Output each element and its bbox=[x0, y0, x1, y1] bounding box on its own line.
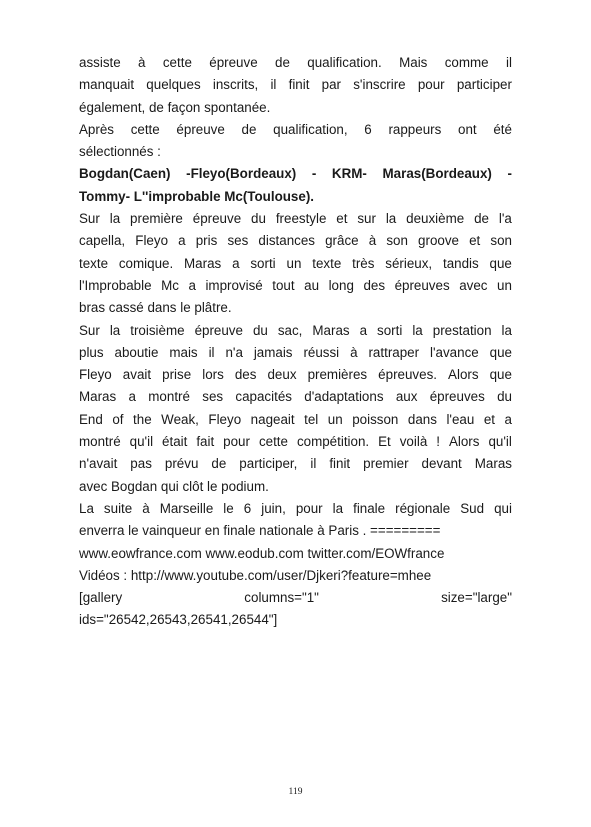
word: columns="1" bbox=[244, 590, 319, 606]
word: son bbox=[490, 233, 512, 249]
word: troisième bbox=[130, 322, 185, 338]
word: prévu bbox=[164, 456, 199, 472]
word: à bbox=[350, 344, 358, 360]
text-line: également, de façon spontanée. bbox=[79, 99, 271, 115]
word: ses bbox=[227, 233, 249, 249]
word: il bbox=[310, 456, 317, 472]
word: par bbox=[321, 77, 342, 93]
word: premier bbox=[363, 456, 409, 472]
word: la bbox=[332, 500, 344, 516]
word: et bbox=[336, 211, 348, 227]
page-number: 119 bbox=[288, 787, 303, 797]
word: prestation bbox=[432, 322, 492, 338]
word: Maras bbox=[79, 389, 117, 405]
paragraph-participants bbox=[79, 163, 512, 208]
word: capella, bbox=[79, 233, 126, 249]
word: l'Improbable bbox=[79, 277, 152, 293]
word: participer, bbox=[239, 456, 298, 472]
word: aboutie bbox=[114, 344, 159, 360]
text-line: ids="26542,26543,26541,26544"] bbox=[79, 612, 278, 628]
word: - bbox=[311, 166, 317, 182]
word: a bbox=[359, 322, 368, 338]
word: [gallery bbox=[79, 590, 123, 606]
word: 6 bbox=[243, 500, 252, 516]
text-line bbox=[79, 52, 512, 74]
word: capacités bbox=[235, 389, 292, 405]
word: sorti bbox=[377, 322, 403, 338]
text-line bbox=[79, 342, 512, 364]
word: et bbox=[469, 233, 481, 249]
word: la bbox=[385, 211, 397, 227]
word: ! bbox=[436, 434, 440, 450]
word: Maras bbox=[184, 255, 222, 271]
word: réussi bbox=[303, 344, 340, 360]
word: plus bbox=[79, 344, 104, 360]
word: Alors bbox=[448, 367, 479, 383]
word: l'a bbox=[498, 211, 512, 227]
word: rappeurs bbox=[388, 121, 442, 137]
word: Sur bbox=[79, 322, 100, 338]
word: groove bbox=[418, 233, 459, 249]
word: il bbox=[208, 344, 215, 360]
word: Weak, bbox=[161, 411, 199, 427]
word: comme bbox=[444, 55, 489, 70]
word: de bbox=[275, 55, 290, 70]
text-line bbox=[79, 587, 512, 609]
word: pour bbox=[295, 500, 323, 516]
word: voilà bbox=[399, 434, 428, 450]
text-line: Vidéos : http://www.youtube.com/user/Djkeri?feature=mhee bbox=[79, 567, 432, 583]
word: montré bbox=[148, 389, 190, 405]
word: Maras bbox=[474, 456, 512, 472]
word: long bbox=[328, 277, 354, 293]
word: épreuves. bbox=[378, 367, 437, 383]
word: juin, bbox=[261, 500, 286, 516]
word: un bbox=[327, 411, 343, 427]
word: of bbox=[112, 411, 124, 427]
word: que bbox=[489, 367, 512, 383]
word: prise bbox=[162, 367, 192, 383]
word: cette bbox=[130, 121, 160, 137]
word: qui bbox=[494, 500, 512, 516]
word: été bbox=[493, 121, 512, 137]
word: épreuves bbox=[394, 277, 450, 293]
word: pour bbox=[223, 434, 250, 450]
word: la bbox=[109, 322, 121, 338]
text-line: avec Bogdan qui clôt le podium. bbox=[79, 478, 269, 494]
word: poisson bbox=[352, 411, 399, 427]
text-line: Tommy- L''improbable Mc(Toulouse). bbox=[79, 188, 315, 204]
word: était bbox=[162, 434, 188, 450]
word: le bbox=[223, 500, 234, 516]
word: distances bbox=[258, 233, 315, 249]
word: dans bbox=[407, 411, 437, 427]
word: l'eau bbox=[446, 411, 475, 427]
body-text bbox=[79, 52, 512, 632]
word: 6 bbox=[364, 121, 372, 137]
word: la bbox=[501, 322, 512, 338]
word: sérieux, bbox=[385, 255, 433, 271]
word: End bbox=[79, 411, 103, 427]
word: il bbox=[506, 55, 512, 70]
word: freestyle bbox=[275, 211, 327, 227]
word: La bbox=[79, 500, 94, 516]
word: s'inscrire bbox=[353, 77, 406, 93]
word: des bbox=[363, 277, 386, 293]
word: Alors bbox=[448, 434, 480, 450]
word: à bbox=[368, 233, 377, 249]
word: aux bbox=[395, 389, 418, 405]
word: que bbox=[489, 255, 512, 271]
word: finit bbox=[288, 77, 310, 93]
paragraph bbox=[79, 320, 512, 498]
paragraph bbox=[79, 52, 512, 119]
text-line bbox=[79, 386, 512, 408]
word: texte bbox=[312, 255, 342, 271]
word: -Fleyo(Bordeaux) bbox=[186, 166, 297, 182]
word: quelques bbox=[146, 77, 201, 93]
word: cette bbox=[162, 55, 192, 70]
word: pas bbox=[130, 456, 152, 472]
paragraph bbox=[79, 208, 512, 319]
word: montré bbox=[79, 434, 121, 450]
word: sorti bbox=[250, 255, 276, 271]
word: Maras(Bordeaux) bbox=[382, 166, 492, 182]
word: épreuve bbox=[192, 211, 242, 227]
word: mais bbox=[169, 344, 198, 360]
word: a bbox=[178, 233, 186, 249]
word: l'avance bbox=[430, 344, 479, 360]
word: Fleyo bbox=[208, 411, 242, 427]
word: sur bbox=[357, 211, 376, 227]
text-line bbox=[79, 253, 512, 275]
word: Mais bbox=[399, 55, 428, 70]
text-line bbox=[79, 208, 512, 230]
word: cette bbox=[258, 434, 288, 450]
word: qu'il bbox=[129, 434, 154, 450]
word: size="large" bbox=[441, 590, 512, 606]
word: deux bbox=[267, 367, 297, 383]
text-line bbox=[79, 119, 512, 141]
word: lors bbox=[202, 367, 224, 383]
word: qualification. bbox=[307, 55, 382, 70]
word: grâce bbox=[325, 233, 359, 249]
word: comique. bbox=[118, 255, 174, 271]
word: texte bbox=[79, 255, 109, 271]
text-line bbox=[79, 364, 512, 386]
word: avec bbox=[459, 277, 488, 293]
word: Fleyo bbox=[135, 233, 169, 249]
word: tout bbox=[272, 277, 295, 293]
word: rattraper bbox=[368, 344, 420, 360]
word: improvisé bbox=[205, 277, 263, 293]
word: épreuve bbox=[176, 121, 225, 137]
word: the bbox=[133, 411, 152, 427]
word: qu'il bbox=[488, 434, 512, 450]
word: première bbox=[130, 211, 183, 227]
word: épreuves bbox=[429, 389, 485, 405]
word: Marseille bbox=[159, 500, 214, 516]
word: la bbox=[412, 322, 423, 338]
word: n'a bbox=[225, 344, 243, 360]
word: Fleyo bbox=[79, 367, 112, 383]
paragraph bbox=[79, 119, 512, 164]
word: Après bbox=[79, 121, 114, 137]
word: assiste bbox=[79, 55, 121, 70]
word: Sur bbox=[79, 211, 100, 227]
text-line bbox=[79, 431, 512, 453]
word: régionale bbox=[395, 500, 451, 516]
word: et bbox=[483, 411, 496, 427]
word: très bbox=[352, 255, 375, 271]
word: Mc bbox=[161, 277, 179, 293]
word: inscrits, bbox=[212, 77, 259, 93]
word: pour bbox=[417, 77, 445, 93]
word: n'avait bbox=[79, 456, 118, 472]
word: à bbox=[138, 55, 146, 70]
word: fait bbox=[196, 434, 215, 450]
text-line bbox=[79, 230, 512, 252]
word: devant bbox=[421, 456, 462, 472]
word: de bbox=[474, 211, 489, 227]
word: la bbox=[109, 211, 121, 227]
paragraph-links bbox=[79, 498, 512, 632]
text-line bbox=[79, 498, 512, 520]
word: que bbox=[489, 344, 512, 360]
word: au bbox=[304, 277, 320, 293]
word: qualification, bbox=[273, 121, 348, 137]
text-line bbox=[79, 163, 512, 185]
word: deuxième bbox=[406, 211, 465, 227]
word: d'adaptations bbox=[304, 389, 384, 405]
word: de bbox=[241, 121, 257, 137]
text-line: sélectionnés : bbox=[79, 144, 161, 160]
word: il bbox=[270, 77, 277, 93]
word: Sud bbox=[460, 500, 485, 516]
word: jamais bbox=[253, 344, 293, 360]
word: épreuve bbox=[194, 322, 243, 338]
word: a bbox=[504, 411, 512, 427]
word: de bbox=[211, 456, 227, 472]
text-line bbox=[79, 275, 512, 297]
word: épreuve bbox=[209, 55, 258, 70]
word: ont bbox=[458, 121, 477, 137]
text-line bbox=[79, 320, 512, 342]
word: a bbox=[188, 277, 196, 293]
word: un bbox=[497, 277, 512, 293]
word: finale bbox=[353, 500, 386, 516]
text-line: www.eowfrance.com www.eodub.com twitter.com/EOWfrance bbox=[79, 545, 445, 561]
word: a bbox=[232, 255, 240, 271]
text-line bbox=[79, 453, 512, 475]
word: du bbox=[497, 389, 512, 405]
word: des bbox=[234, 367, 257, 383]
word: Bogdan(Caen) bbox=[79, 166, 171, 182]
word: son bbox=[386, 233, 408, 249]
text-line bbox=[79, 409, 512, 431]
word: manquait bbox=[79, 77, 135, 93]
word: - bbox=[507, 166, 512, 182]
word: ses bbox=[202, 389, 224, 405]
word: tandis bbox=[442, 255, 479, 271]
word: compétition. bbox=[296, 434, 370, 450]
word: Maras bbox=[312, 322, 350, 338]
word: KRM- bbox=[331, 166, 367, 182]
text-line: bras cassé dans le plâtre. bbox=[79, 300, 232, 316]
word: un bbox=[286, 255, 302, 271]
word: avait bbox=[122, 367, 152, 383]
text-line bbox=[79, 74, 512, 96]
word: suite bbox=[103, 500, 133, 516]
word: du bbox=[251, 211, 266, 227]
word: premières bbox=[307, 367, 368, 383]
word: nageait bbox=[250, 411, 295, 427]
word: sac, bbox=[277, 322, 303, 338]
word: pris bbox=[195, 233, 218, 249]
word: à bbox=[142, 500, 150, 516]
word: du bbox=[252, 322, 268, 338]
word: participer bbox=[456, 77, 512, 93]
word: a bbox=[128, 389, 136, 405]
text-line: enverra le vainqueur en finale nationale à Paris . ========= bbox=[79, 523, 441, 539]
word: tel bbox=[304, 411, 319, 427]
word: Et bbox=[378, 434, 391, 450]
word: finit bbox=[329, 456, 351, 472]
